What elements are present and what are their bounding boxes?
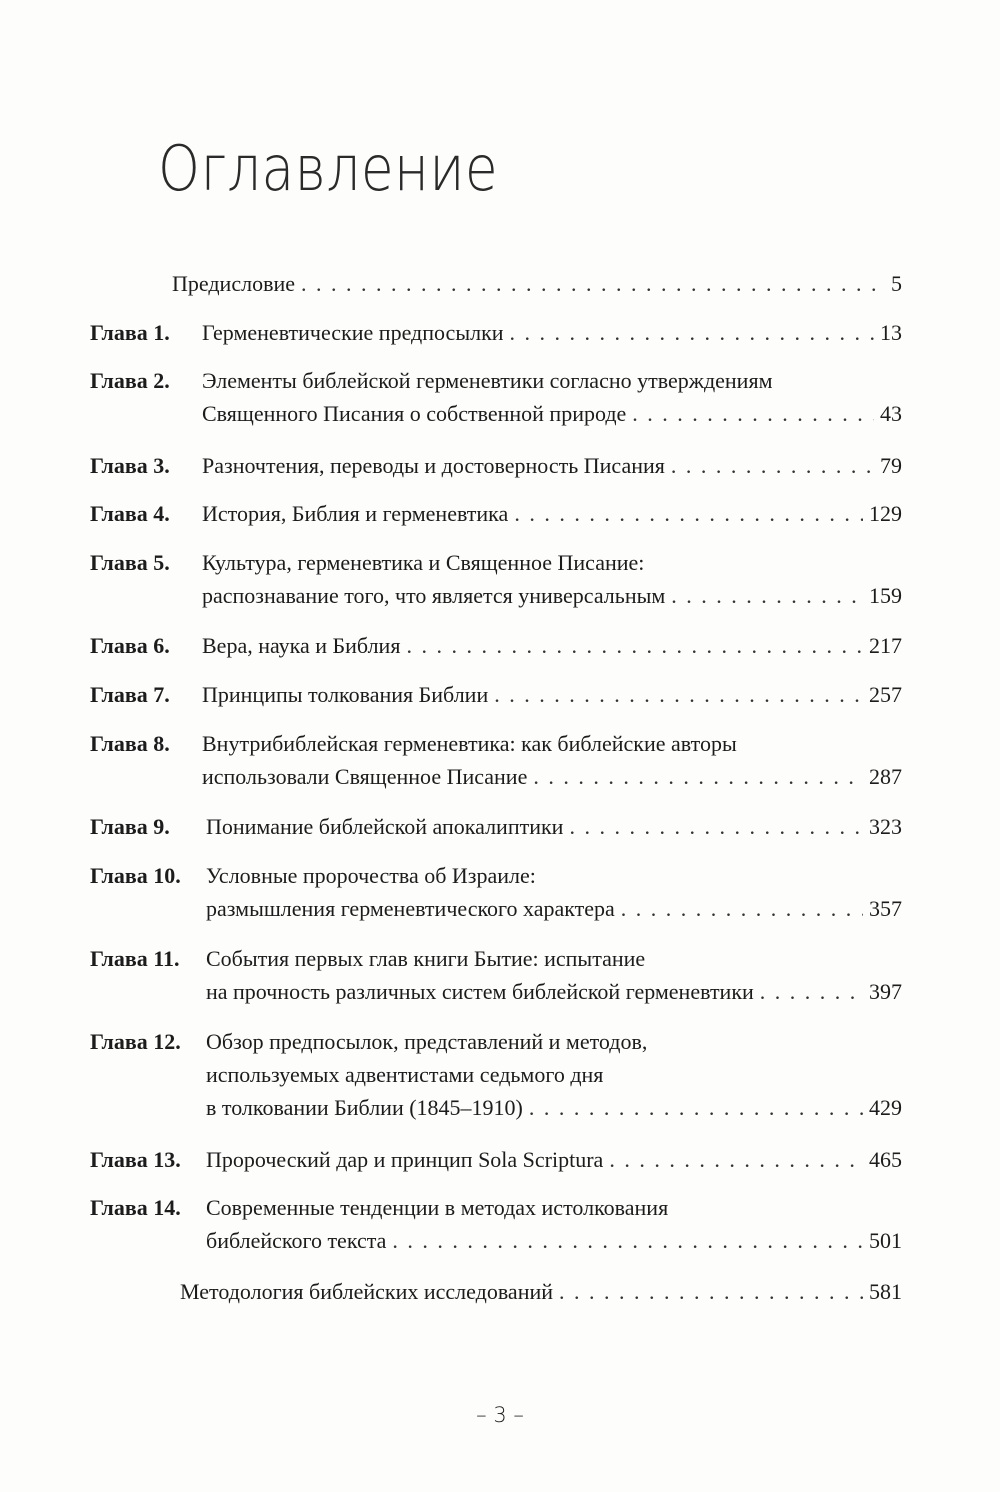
- page-ref: 287: [869, 764, 902, 789]
- leader-dots: [632, 397, 874, 430]
- entry-title: [202, 316, 902, 349]
- entry-title: [172, 267, 902, 300]
- entry-title: [202, 546, 902, 612]
- entry-title-line: Культура, герменевтика и Священное Писание:: [202, 550, 645, 575]
- chapter-label: Глава 14.: [90, 1195, 181, 1220]
- entry-title-line: Понимание библейской апокалиптики: [206, 814, 564, 839]
- leader-dots: [621, 892, 863, 925]
- page-ref: 397: [869, 979, 902, 1004]
- entry-title-line: использовали Священное Писание: [202, 764, 528, 789]
- chapter-label: Глава 8.: [90, 731, 170, 756]
- page-ref: 13: [880, 320, 902, 345]
- entry-title: [202, 449, 902, 482]
- chapter-label: Глава 13.: [90, 1147, 181, 1172]
- chapter-label: Глава 11.: [90, 946, 180, 971]
- leader-dots: [671, 449, 874, 482]
- chapter-label: Глава 1.: [90, 320, 170, 345]
- chapter-label: Глава 7.: [90, 682, 170, 707]
- page-number: – 3 –: [476, 1403, 524, 1427]
- leader-dots: [529, 1091, 863, 1124]
- chapter-label: Глава 2.: [90, 368, 170, 393]
- leader-dots: [671, 579, 863, 612]
- chapter-label: Глава 6.: [90, 633, 170, 658]
- chapter-label: Глава 3.: [90, 453, 170, 478]
- entry-title: [180, 1275, 902, 1308]
- leader-dots: [760, 975, 863, 1008]
- entry-title: [202, 629, 902, 662]
- entry-title: [202, 727, 902, 793]
- entry-title-line: Священного Писания о собственной природе: [202, 401, 627, 426]
- entry-title: [202, 364, 902, 430]
- entry-title-line: Условные пророчества об Израиле:: [206, 863, 536, 888]
- entry-title-line: Внутрибиблейская герменевтика: как библейские авторы: [202, 731, 737, 756]
- page-ref: 501: [869, 1228, 902, 1253]
- entry-title-line: Вера, наука и Библия: [202, 633, 401, 658]
- entry-title: [202, 497, 902, 530]
- leader-dots: [406, 629, 863, 662]
- entry-title-line: События первых глав книги Бытие: испытание: [206, 946, 646, 971]
- page-ref: 79: [880, 453, 902, 478]
- page-ref: 357: [869, 896, 902, 921]
- leader-dots: [510, 316, 874, 349]
- entry-title-line: на прочность различных систем библейской герменевтики: [206, 979, 754, 1004]
- leader-dots: [569, 810, 863, 843]
- page-ref: 43: [880, 401, 902, 426]
- page-ref: 257: [869, 682, 902, 707]
- entry-title-line: Обзор предпосылок, представлений и методов,: [206, 1029, 648, 1054]
- entry-title: [206, 1025, 902, 1124]
- entry-title-line: Методология библейских исследований: [180, 1279, 554, 1304]
- chapter-label: Глава 4.: [90, 501, 170, 526]
- entry-title-line: Элементы библейской герменевтики согласно утверждениям: [202, 368, 773, 393]
- leader-dots: [494, 678, 863, 711]
- entry-title-line: размышления герменевтического характера: [206, 896, 615, 921]
- entry-title-line: Предисловие: [172, 271, 295, 296]
- page-ref: 465: [869, 1147, 902, 1172]
- page-title: Оглавление: [158, 132, 499, 205]
- leader-dots: [301, 267, 885, 300]
- entry-title-line: используемых адвентистами седьмого дня: [206, 1062, 604, 1087]
- chapter-label: Глава 9.: [90, 814, 170, 839]
- leader-dots: [559, 1275, 863, 1308]
- page-ref: 323: [869, 814, 902, 839]
- entry-title: [206, 810, 902, 843]
- page-ref: 5: [891, 271, 902, 296]
- chapter-label: Глава 10.: [90, 863, 181, 888]
- page-ref: 429: [869, 1095, 902, 1120]
- entry-title-line: распознавание того, что является универсальным: [202, 583, 666, 608]
- entry-title-line: Современные тенденции в методах истолкования: [206, 1195, 669, 1220]
- entry-title-line: История, Библия и герменевтика: [202, 501, 509, 526]
- entry-title: [206, 859, 902, 925]
- leader-dots: [514, 497, 863, 530]
- entry-title: [206, 1191, 902, 1257]
- page-ref: 217: [869, 633, 902, 658]
- entry-title-line: Пророческий дар и принцип Sola Scriptura: [206, 1147, 604, 1172]
- page-ref: 581: [869, 1279, 902, 1304]
- entry-title: [206, 942, 902, 1008]
- entry-title: [202, 678, 902, 711]
- page-ref: 129: [869, 501, 902, 526]
- leader-dots: [392, 1224, 863, 1257]
- leader-dots: [609, 1143, 863, 1176]
- chapter-label: Глава 12.: [90, 1029, 181, 1054]
- entry-title-line: в толковании Библии (1845–1910): [206, 1095, 523, 1120]
- entry-title-line: Разночтения, переводы и достоверность Писания: [202, 453, 665, 478]
- entry-title-line: Герменевтические предпосылки: [202, 320, 504, 345]
- page-ref: 159: [869, 583, 902, 608]
- entry-title: [206, 1143, 902, 1176]
- entry-title-line: Принципы толкования Библии: [202, 682, 489, 707]
- chapter-label: Глава 5.: [90, 550, 170, 575]
- entry-title-line: библейского текста: [206, 1228, 387, 1253]
- leader-dots: [533, 760, 863, 793]
